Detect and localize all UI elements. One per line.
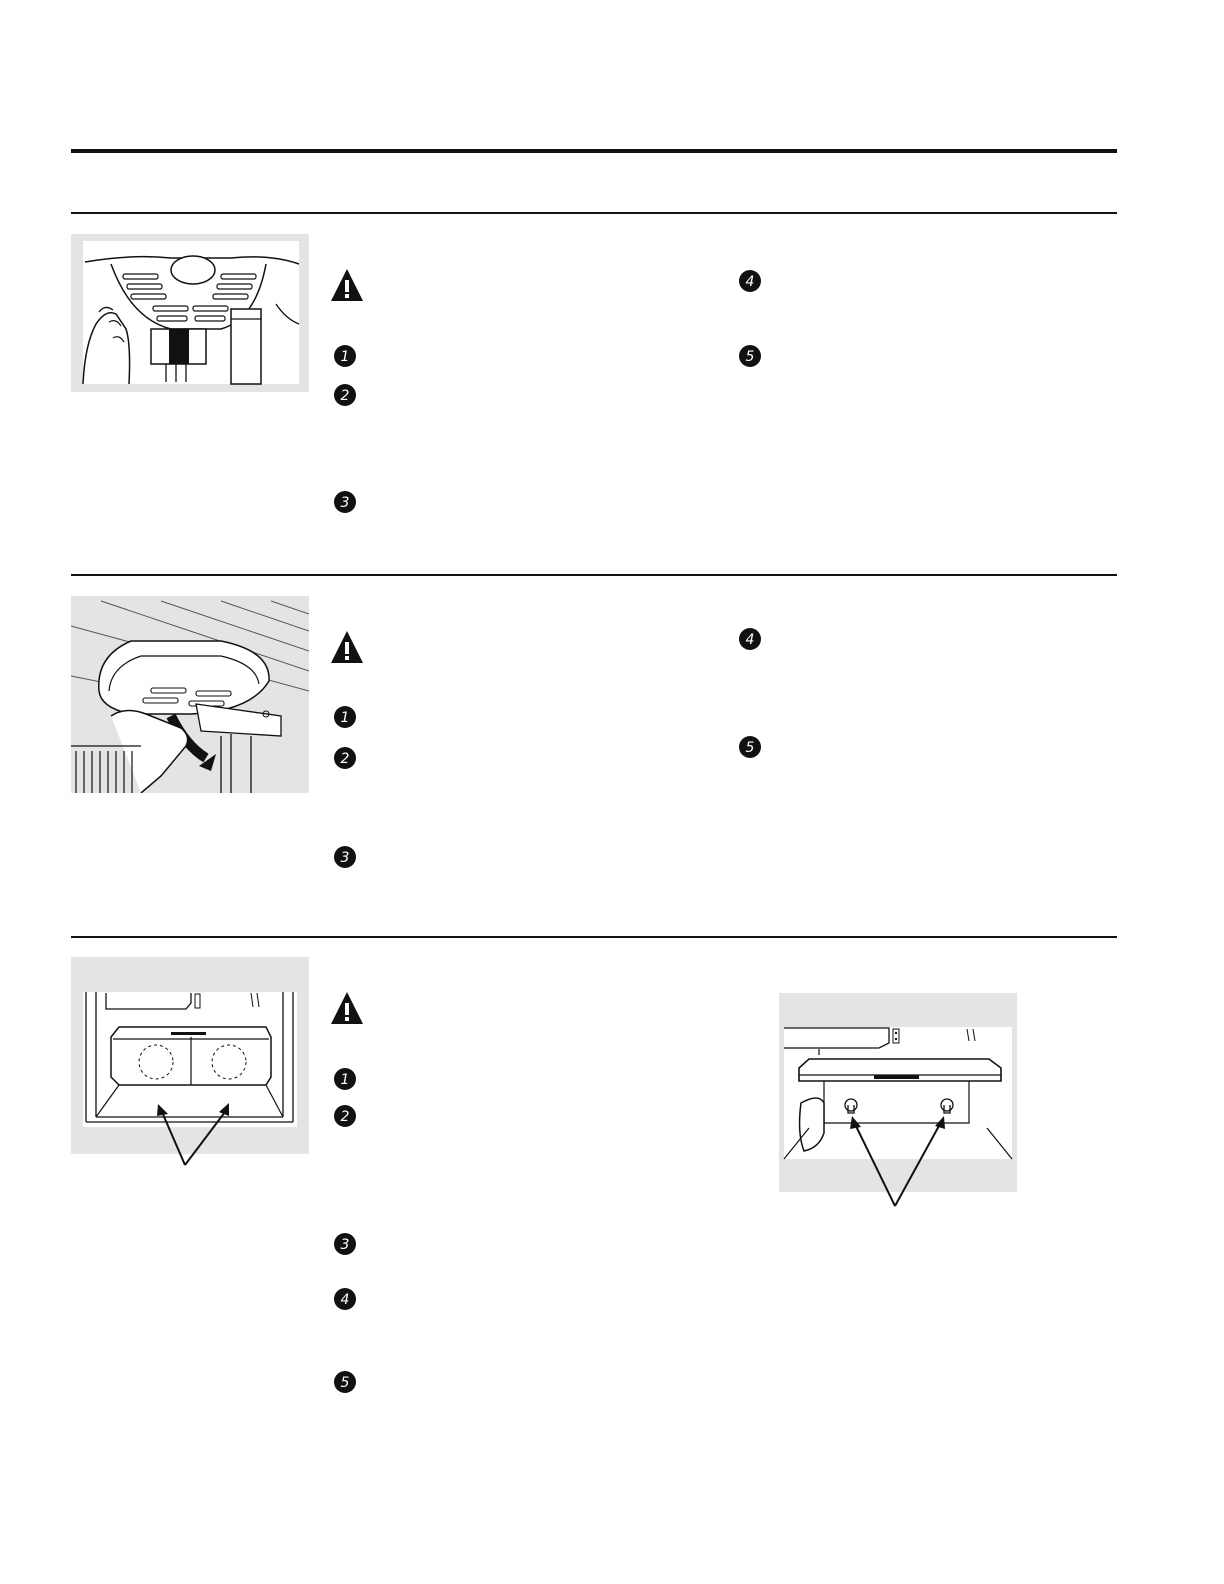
section-divider-1 — [71, 212, 1117, 214]
step-number: 5 — [340, 1375, 350, 1391]
step-number: 5 — [745, 740, 755, 756]
step-5-badge — [334, 1371, 356, 1393]
step-number: 2 — [340, 1109, 350, 1125]
step-1-badge — [334, 345, 356, 367]
step-number: 4 — [745, 274, 755, 290]
dispenser-light-illustration — [71, 234, 309, 392]
step-2-badge — [334, 747, 356, 769]
warning-triangle-icon — [330, 630, 364, 664]
freezer-light-illustration — [71, 596, 309, 793]
step-2-badge — [334, 384, 356, 406]
step-4-badge — [739, 270, 761, 292]
step-1-badge — [334, 706, 356, 728]
step-number: 1 — [340, 710, 350, 726]
step-number: 3 — [340, 495, 350, 511]
leader-arrows — [140, 1070, 260, 1170]
step-number: 3 — [340, 850, 350, 866]
step-number: 4 — [745, 632, 755, 648]
top-header-rule — [71, 149, 1117, 153]
warning-triangle-icon — [330, 991, 364, 1025]
step-4-badge — [739, 628, 761, 650]
step-number: 3 — [340, 1237, 350, 1253]
warning-triangle-icon — [330, 268, 364, 302]
step-4-badge — [334, 1288, 356, 1310]
step-1-badge — [334, 1068, 356, 1090]
step-2-badge — [334, 1105, 356, 1127]
step-number: 4 — [340, 1292, 350, 1308]
step-3-badge — [334, 491, 356, 513]
step-number: 2 — [340, 388, 350, 404]
step-5-badge — [739, 345, 761, 367]
section-divider-2 — [71, 574, 1117, 576]
section-divider-3 — [71, 936, 1117, 938]
step-3-badge — [334, 1233, 356, 1255]
leader-arrows — [840, 1108, 950, 1210]
step-number: 5 — [745, 349, 755, 365]
step-5-badge — [739, 736, 761, 758]
step-number: 2 — [340, 751, 350, 767]
step-number: 1 — [340, 1072, 350, 1088]
step-3-badge — [334, 846, 356, 868]
step-number: 1 — [340, 349, 350, 365]
